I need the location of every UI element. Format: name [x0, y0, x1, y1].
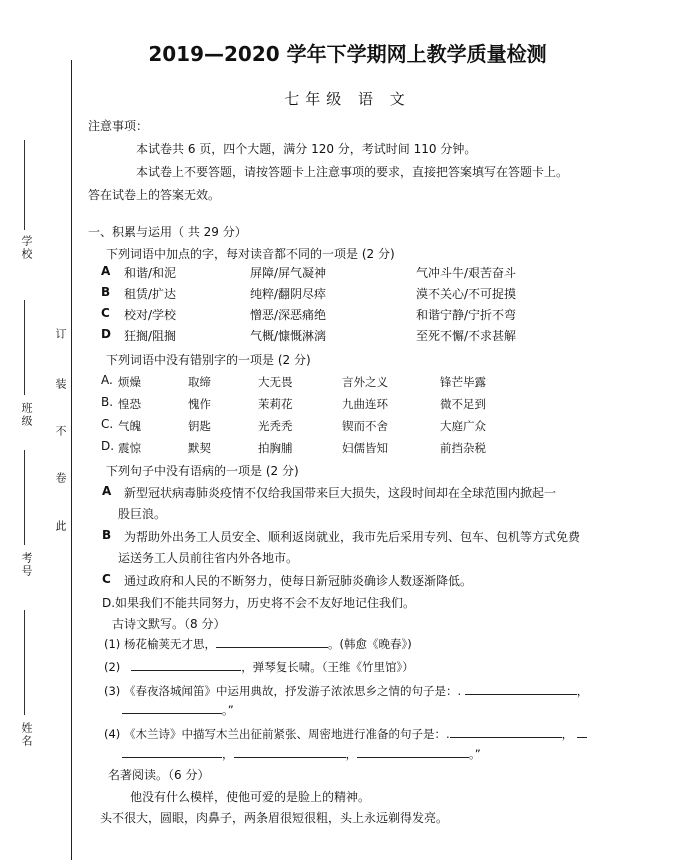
- q2-word: 钥匙: [188, 419, 211, 433]
- q4-line-2-num: (2): [104, 660, 121, 674]
- q4-line-3-comma: ，: [576, 684, 589, 698]
- q4-blank-4d[interactable]: [357, 746, 469, 758]
- q2-word: 九曲连环: [342, 397, 388, 411]
- q5-passage-line-1: 他没有什么模样，使他可爱的是脸上的精神。: [130, 790, 371, 804]
- q4-stem: 古诗文默写。（8 分）: [112, 617, 226, 631]
- q2-option-label[interactable]: B.: [101, 395, 114, 409]
- q4-line-3-end: 。”: [222, 703, 234, 717]
- q2-word: 烦燥: [118, 375, 141, 389]
- q2-word: 微不足到: [440, 397, 486, 411]
- section-1-heading: 一、积累与运用（ 共 29 分）: [88, 225, 247, 239]
- notice-line-2: 本试卷上不要答题，请按答题卡上注意事项的要求，直接把答案填写在答题卡上。: [136, 165, 569, 179]
- q2-word: 妇儒皆知: [342, 441, 388, 455]
- q4-line-4-end: 。”: [469, 747, 481, 761]
- q2-word: 惶恐: [118, 397, 141, 411]
- exam-no-line[interactable]: [24, 450, 25, 545]
- q2-word: 言外之义: [342, 375, 388, 389]
- q4-line-4-sep-1: ，: [222, 747, 234, 761]
- q1-option-word: 至死不懈/不求甚解: [416, 329, 517, 343]
- q3-option-a-text-cont: 股巨浪。: [118, 507, 167, 521]
- seal-char-4: 卷: [54, 472, 67, 485]
- seal-char-5: 此: [54, 520, 67, 533]
- q4-blank-2[interactable]: [131, 659, 241, 671]
- q2-word: 拍胸脯: [258, 441, 293, 455]
- q3-option-a-label[interactable]: A: [102, 484, 112, 498]
- q4-line-4-text: (4) 《木兰诗》中描写木兰出征前紧张、周密地进行准备的句子是：.: [104, 727, 450, 741]
- name-label: 姓名: [20, 722, 33, 748]
- q1-option-word: 和谐/和泥: [124, 266, 177, 280]
- exam-subtitle: 七年级 语 文: [284, 90, 411, 108]
- q2-word: 锲而不舍: [342, 419, 388, 433]
- seal-char-1: 订: [54, 328, 67, 341]
- q3-option-d-text[interactable]: D.如果我们不能共同努力，历史将不会不友好地记住我们。: [102, 596, 416, 610]
- q3-stem: 下列句子中没有语病的一项是 (2 分): [106, 464, 299, 478]
- q4-line-4-cont: [122, 746, 481, 762]
- q1-option-label[interactable]: B: [101, 285, 111, 299]
- q2-word: 大无畏: [258, 375, 293, 389]
- q4-blank-4a-tail[interactable]: [577, 726, 587, 738]
- q2-word: 光秃秃: [258, 419, 293, 433]
- class-line[interactable]: [24, 300, 25, 395]
- q1-option-label[interactable]: D: [101, 327, 111, 341]
- school-label: 学校: [20, 235, 33, 261]
- notice-line-3: 答在试卷上的答案无效。: [88, 188, 221, 202]
- notice-heading: 注意事项：: [88, 119, 149, 133]
- binding-margin: [0, 0, 80, 865]
- school-line[interactable]: [24, 140, 25, 230]
- q1-option-word: 纯粹/翻阴尽瘁: [250, 287, 327, 301]
- q1-option-word: 屏障/屏气凝神: [250, 266, 327, 280]
- q2-word: 气魄: [118, 419, 141, 433]
- q2-option-label[interactable]: A.: [101, 373, 113, 387]
- q2-word: 取缔: [188, 375, 211, 389]
- seal-char-3: 不: [54, 425, 67, 438]
- q4-line-3-text: (3) 《春夜洛城闻笛》中运用典故，抒发游子浓浓思乡之情的句子是：.: [104, 684, 462, 698]
- q2-word: 愧作: [188, 397, 211, 411]
- binding-line: [71, 60, 72, 860]
- exam-title: 2019—2020 学年下学期网上教学质量检测: [148, 42, 547, 66]
- exam-no-label: 考号: [20, 552, 33, 578]
- notice-line-1: 本试卷共 6 页，四个大题，满分 120 分，考试时间 110 分钟。: [136, 142, 477, 156]
- q4-blank-4b[interactable]: [122, 746, 222, 758]
- q4-blank-4c[interactable]: [234, 746, 346, 758]
- q4-line-2-source: ，弹琴复长啸。（王维《竹里馆》）: [241, 660, 414, 674]
- q4-line-3-cont: [122, 702, 234, 718]
- q4-blank-1[interactable]: [216, 636, 328, 648]
- q4-line-4-comma: ，: [561, 727, 574, 741]
- q1-option-word: 气概/慷慨淋漓: [250, 329, 327, 343]
- q1-option-word: 狂搁/阻搁: [124, 329, 177, 343]
- q1-stem: 下列词语中加点的字，每对读音都不同的一项是 (2 分): [106, 247, 395, 261]
- q4-line-1: [104, 636, 412, 652]
- q4-line-1-source: 。(韩愈《晚春》): [327, 637, 412, 651]
- class-label: 班级: [20, 402, 33, 428]
- q2-word: 震惊: [118, 441, 141, 455]
- q1-option-word: 校对/学校: [124, 308, 177, 322]
- q2-word: 前挡杂税: [440, 441, 486, 455]
- q5-passage-line-2: 头不很大，圆眼，肉鼻子，两条眉很短很粗，头上永远剃得发亮。: [100, 811, 449, 825]
- q3-option-c-label[interactable]: C: [102, 572, 111, 586]
- q1-option-word: 憎恶/深恶痛绝: [250, 308, 327, 322]
- q4-line-3: [104, 683, 588, 699]
- q4-line-4-sep-2: ，: [345, 747, 357, 761]
- q3-option-b-text-cont: 运送务工人员前往省内外各地市。: [118, 551, 299, 565]
- q2-word: 茉莉花: [258, 397, 293, 411]
- name-line[interactable]: [24, 610, 25, 715]
- q4-blank-3a[interactable]: [465, 683, 577, 695]
- q1-option-word: 气冲斗牛/艰苦奋斗: [416, 266, 517, 280]
- q2-word: 默契: [188, 441, 211, 455]
- q1-option-label[interactable]: A: [101, 264, 111, 278]
- q2-word: 锋芒毕露: [440, 375, 486, 389]
- q4-line-1-text: (1) 杨花榆荚无才思，: [104, 637, 216, 651]
- q1-option-word: 漠不关心/不可捉摸: [416, 287, 517, 301]
- q3-option-b-label[interactable]: B: [102, 528, 112, 542]
- q5-stem: 名著阅读。（6 分）: [108, 768, 210, 782]
- q2-stem: 下列词语中没有错别字的一项是 (2 分): [106, 353, 311, 367]
- q4-line-2: [104, 659, 414, 675]
- q1-option-word: 和谐宁静/宁折不弯: [416, 308, 517, 322]
- q3-option-b-text: 为帮助外出务工人员安全、顺利返岗就业，我市先后采用专列、包车、包机等方式免费: [124, 530, 581, 544]
- q2-option-label[interactable]: D.: [101, 439, 115, 453]
- q4-blank-3b[interactable]: [122, 702, 222, 714]
- q3-option-c-text: 通过政府和人民的不断努力，使每日新冠肺炎确诊人数逐渐降低。: [124, 574, 473, 588]
- q1-option-label[interactable]: C: [101, 306, 110, 320]
- q4-line-4: [104, 726, 587, 742]
- q4-blank-4a[interactable]: [450, 726, 562, 738]
- seal-char-2: 装: [54, 378, 67, 391]
- q3-option-a-text: 新型冠状病毒肺炎疫情不仅给我国带来巨大损失，这段时间却在全球范围内掀起一: [124, 486, 557, 500]
- q2-word: 大庭广众: [440, 419, 486, 433]
- q1-option-word: 租赁/扩达: [124, 287, 177, 301]
- q2-option-label[interactable]: C.: [101, 417, 114, 431]
